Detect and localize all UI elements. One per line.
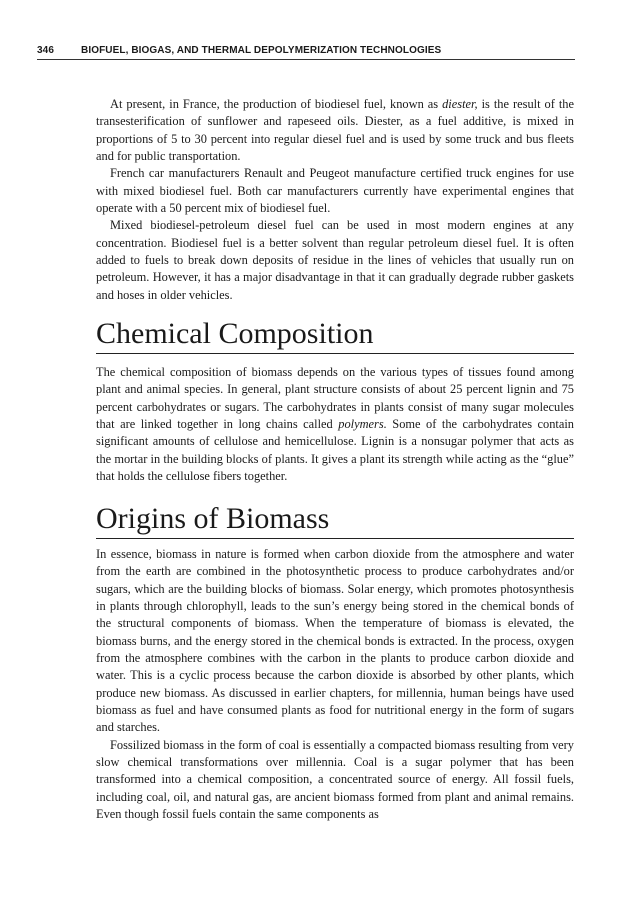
intro-paragraph-1: At present, in France, the production of biodiesel fuel, known as diester, is the result of the transesterification of sunflower and rapeseed oils. Diester, as a fuel additive, is mixed in proportions of 5 to 30 percent into regular diesel fuel and is used by some truck and bus fleets and for public transportation. — [96, 97, 574, 164]
term-diester: diester, — [442, 97, 478, 111]
section-heading-chemical-composition: Chemical Composition — [96, 317, 574, 354]
intro-paragraph-2: French car manufacturers Renault and Peugeot manufacture certified truck engines for use with mixed biodiesel fuel. Both car manufacturers currently have experimental engines that operate with a 50 percent mix of biodiesel fuel. — [96, 166, 574, 216]
page-number: 346 — [37, 45, 54, 56]
running-head — [37, 45, 575, 60]
intro-paragraph-3: Mixed biodiesel-petroleum diesel fuel can be used in most modern engines at any concentration. Biodiesel fuel is a better solvent than regular petroleum diesel fuel. It is often added to fuels to break down deposits of residue in the lines of vehicles that usually run on petroleum. However, it has a major disadvantage in that it can gradually degrade rubber gaskets and hoses in older vehicles. — [96, 218, 574, 302]
chemical-composition-section — [96, 364, 574, 485]
chemical-composition-paragraph: The chemical composition of biomass depends on the various types of tissues found among plant and animal species. In general, plant structure consists of about 25 percent lignin and 75 percent carbohydrates or sugars. The carbohydrates in plants consist of many sugar molecules that are linked together in long chains called polymers. Some of the carbohydrates contain significant amounts of cellulose and hemicellulose. Lignin is a nonsugar polymer that acts as the mortar in the building blocks of plants. It gives a plant its strength while acting as the “glue” that holds the cellulose fibers together. — [96, 365, 574, 484]
term-polymers: polymers. — [338, 417, 387, 432]
running-head-title: BIOFUEL, BIOGAS, AND THERMAL DEPOLYMERIZATION TECHNOLOGIES — [81, 45, 442, 56]
origins-of-biomass-section — [96, 546, 574, 824]
intro-section — [96, 96, 574, 304]
origins-paragraph-1: In essence, biomass in nature is formed when carbon dioxide from the atmosphere and water from the earth are combined in the photosynthetic process to produce carbohydrates and/or sugars, which are the building blocks of biomass. Solar energy, which promotes photosynthesis in plants through chlorophyll, leads to the sun’s energy being stored in the chemical bonds of the structural components of biomass. When the temperature of biomass is elevated, the biomass burns, and the energy stored in the chemical bonds is extracted. In the process, oxygen from the atmosphere combines with the carbon in the plants to produce carbon dioxide and water. This is a cyclic process because the carbon dioxide is absorbed by other plants, which produce new biomass. As discussed in earlier chapters, for millennia, human beings have used biomass as fuel and have consumed plants as food for nutritional energy in the form of sugars and starches. — [96, 547, 574, 735]
section-heading-origins-of-biomass: Origins of Biomass — [96, 502, 574, 539]
origins-paragraph-2: Fossilized biomass in the form of coal is essentially a compacted biomass resulting from very slow chemical transformations over millennia. Coal is a sugar polymer that has been transformed into a chemical composition, a concentrated source of energy. All fossil fuels, including coal, oil, and natural gas, are ancient biomass formed from plant and animal remains. Even though fossil fuels contain the same components as — [96, 737, 574, 822]
